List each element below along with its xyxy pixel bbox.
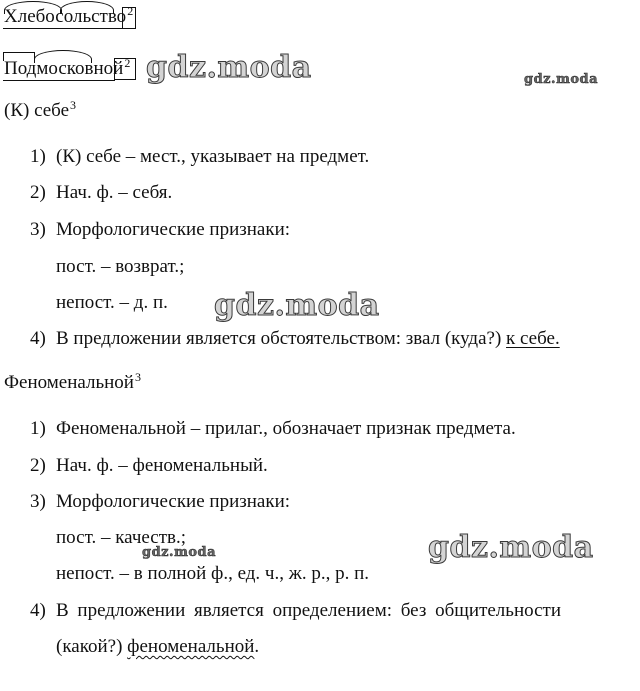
item-number: 2) xyxy=(30,455,46,476)
item-text: В предложении является обстоятельством: звал (куда?) xyxy=(56,328,507,349)
section1-subline-2: непост. – д. п. xyxy=(56,292,168,313)
ending-box-2 xyxy=(114,58,136,80)
section1-item-4 xyxy=(30,328,560,350)
root-arc-2 xyxy=(60,1,114,14)
section2-subline-1: пост. – качеств.; xyxy=(56,527,187,548)
section2-item-2 xyxy=(30,455,268,477)
item-text: Морфологические признаки: xyxy=(56,491,291,512)
item-text: Нач. ф. – феноменальный. xyxy=(56,455,268,476)
item-number: 4) xyxy=(30,328,46,349)
section2-item-4-line-1 xyxy=(30,600,636,622)
item-number: 1) xyxy=(30,146,46,167)
section2-title xyxy=(4,372,141,394)
watermark-middle: gdz.moda xyxy=(214,288,380,323)
item-text: В предложении является определением: без общительности xyxy=(56,600,562,621)
header-word-1-text: Хлебосольство xyxy=(4,6,127,27)
underlined-phrase: к себе. xyxy=(506,328,560,349)
header-word-2-text: Подмосковной xyxy=(4,58,124,79)
section2-title-text: Феноменальной xyxy=(4,372,134,393)
section1-subline-1: пост. – возврат.; xyxy=(56,256,185,277)
item-number: 2) xyxy=(30,182,46,203)
section2-subline-2: непост. – в полной ф., ед. ч., ж. р., р. п. xyxy=(56,563,370,584)
section2-item-3 xyxy=(30,491,290,513)
item-text: Нач. ф. – себя. xyxy=(56,182,173,203)
section1-title xyxy=(4,100,76,122)
root-arc-3 xyxy=(34,50,92,63)
section1-item-2 xyxy=(30,182,172,204)
prefix-mark-2 xyxy=(3,52,35,61)
watermark-top-small: gdz.moda xyxy=(524,72,599,87)
item-text: (К) себе – мест., указывает на предмет. xyxy=(56,146,370,167)
watermark-bottom: gdz.moda xyxy=(428,530,594,565)
header-word-1-sup: 2 xyxy=(127,4,134,18)
section2-title-sup: 3 xyxy=(134,370,141,384)
stem-line-2 xyxy=(3,80,115,81)
header-word-2-sup: 2 xyxy=(124,56,131,70)
item-number: 3) xyxy=(30,219,46,240)
root-arc-1 xyxy=(4,1,62,14)
section1-item-1 xyxy=(30,146,369,168)
stem-line-1 xyxy=(3,28,123,29)
watermark-top: gdz.moda xyxy=(146,50,312,85)
section1-title-text: (К) себе xyxy=(4,100,70,121)
section2-item-4-line-2 xyxy=(56,636,259,658)
section1-title-sup: 3 xyxy=(70,98,77,112)
item-text: (какой?) xyxy=(56,636,128,657)
item-text: Феноменальной – прилаг., обозначает признак предмета. xyxy=(56,418,516,439)
item-number: 4) xyxy=(30,600,46,621)
ending-box-1 xyxy=(122,7,136,29)
section2-item-1 xyxy=(30,418,516,440)
watermark-bottom-small: gdz.moda xyxy=(142,545,217,560)
item-text: Морфологические признаки: xyxy=(56,219,291,240)
item-number: 1) xyxy=(30,418,46,439)
item-number: 3) xyxy=(30,491,46,512)
underlined-phrase: феноменальной xyxy=(127,636,255,657)
section1-item-3 xyxy=(30,219,290,241)
item-text-end: . xyxy=(254,636,260,657)
